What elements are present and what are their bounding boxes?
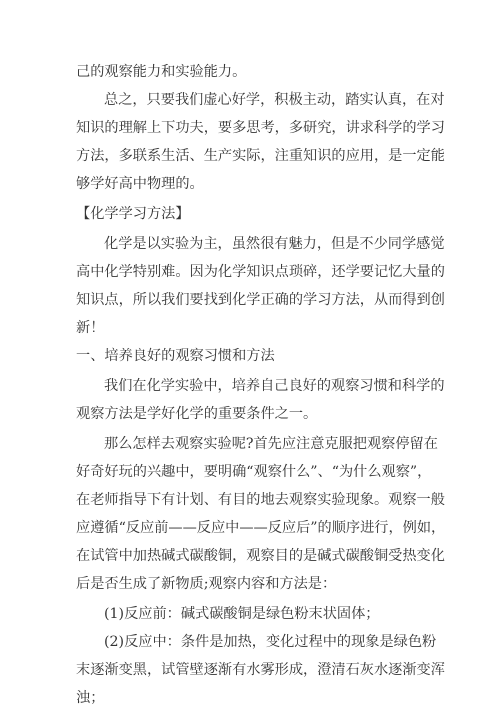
paragraph-line: 那么怎样去观察实验呢?首先应注意克服把观察停留在 <box>104 436 438 452</box>
text-line: 己的观察能力和实验能力。 <box>76 64 247 80</box>
text-line: 在老师指导下有计划、有目的地去观察实验现象。观察一般 <box>76 492 445 508</box>
list-item: (1)反应前：碱式碳酸铜是绿色粉末状固体； <box>104 606 380 622</box>
text-line: 知识的理解上下功夫，要多思考，多研究，讲求科学的学习 <box>76 120 445 136</box>
text-line: 好奇好玩的兴趣中，要明确“观察什么”、“为什么观察”， <box>76 464 432 480</box>
text-line: 够学好高中物理的。 <box>76 176 204 192</box>
list-item: (2)反应中：条件是加热，变化过程中的现象是绿色粉 <box>104 634 437 650</box>
section-heading: 【化学学习方法】 <box>76 206 190 222</box>
text-line: 知识点，所以我们要找到化学正确的学习方法，从而得到创 <box>76 292 445 308</box>
text-line: 后是否生成了新物质;观察内容和方法是： <box>76 576 337 592</box>
subheading: 一、培养良好的观察习惯和方法 <box>76 348 275 364</box>
text-line: 浊； <box>76 690 105 706</box>
text-line: 方法，多联系生活、生产实际，注重知识的应用，是一定能 <box>76 148 445 164</box>
text-line: 末逐渐变黑，试管壁逐渐有水雾形成，澄清石灰水逐渐变浑 <box>76 662 445 678</box>
text-line: 观察方法是学好化学的重要条件之一。 <box>76 406 318 422</box>
text-line: 新！ <box>76 320 105 336</box>
paragraph-line: 我们在化学实验中，培养自己良好的观察习惯和科学的 <box>104 378 445 394</box>
text-line: 应遵循“反应前——反应中——反应后”的顺序进行，例如， <box>76 520 446 536</box>
paragraph-intro-line: 化学是以实验为主，虽然很有魅力，但是不少同学感觉 <box>104 236 445 252</box>
text-line: 高中化学特别难。因为化学知识点琐碎，还学要记忆大量的 <box>76 264 445 280</box>
paragraph-summary-line: 总之，只要我们虚心好学，积极主动，踏实认真，在对 <box>104 92 445 108</box>
text-line: 在试管中加热碱式碳酸铜，观察目的是碱式碳酸铜受热变化 <box>76 548 445 564</box>
